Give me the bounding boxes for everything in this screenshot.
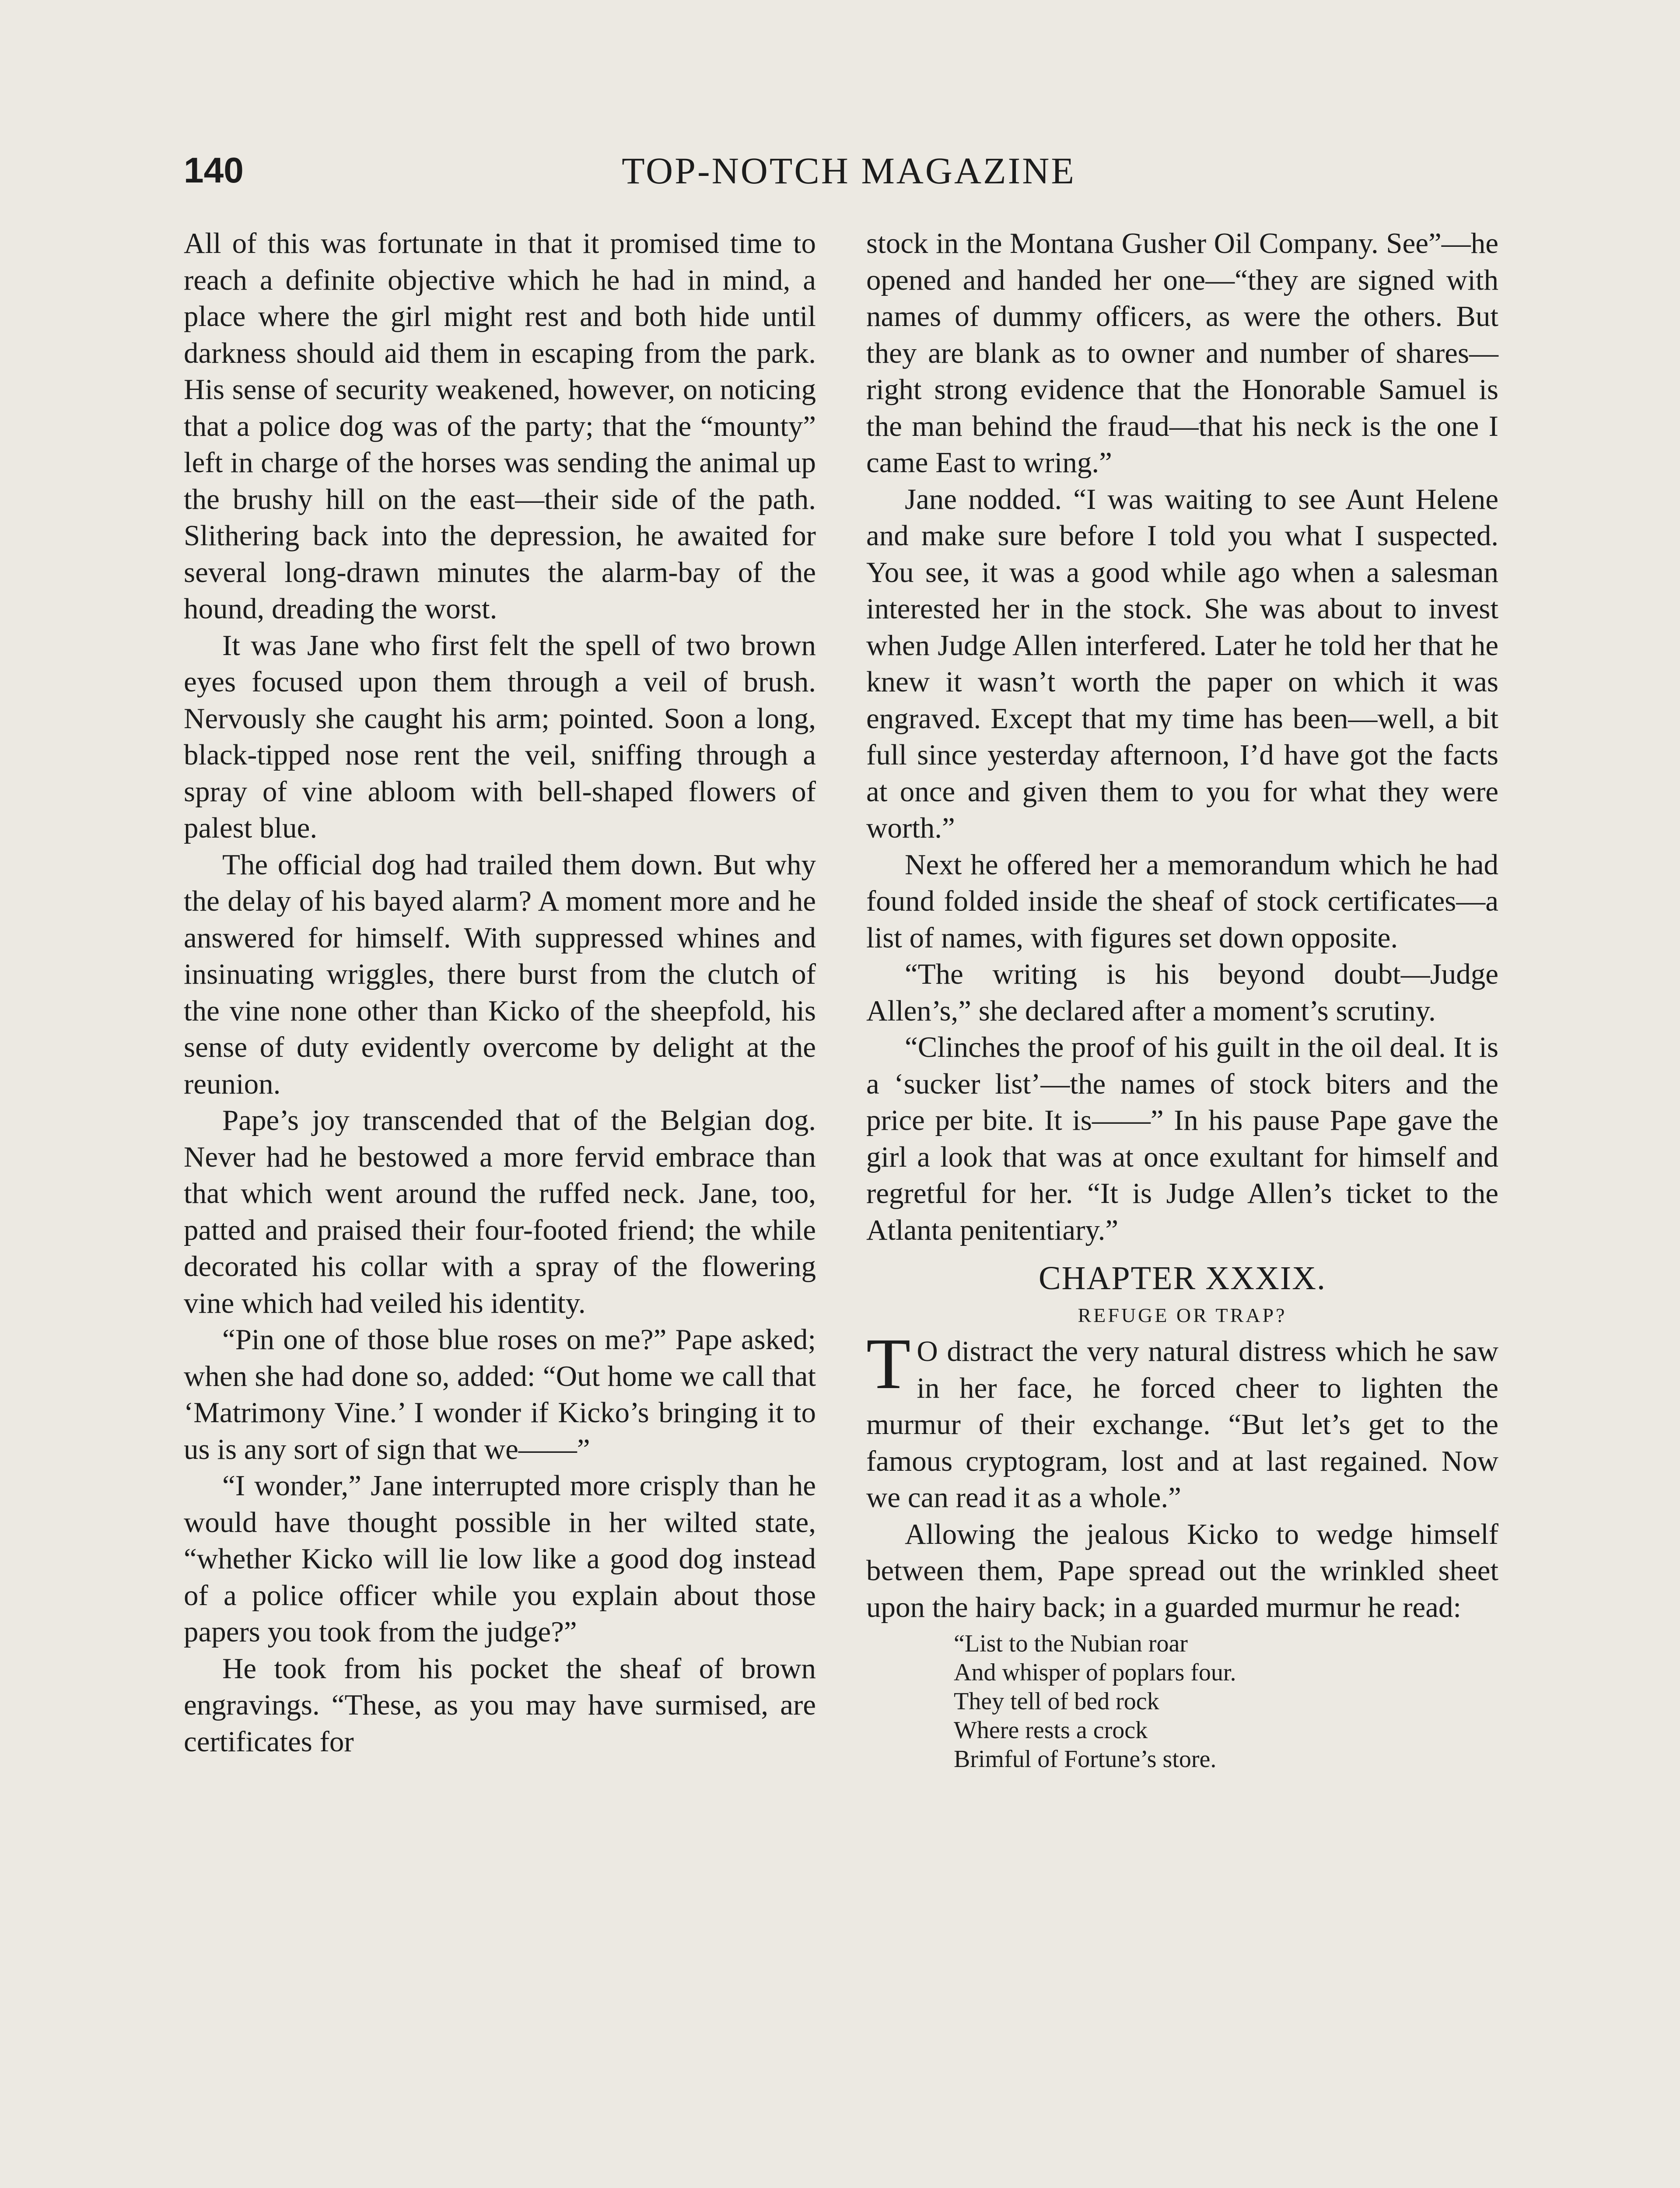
poem-line: Brimful of Fortune’s store. [954,1746,1217,1773]
paragraph: “The writing is his beyond doubt—Judge Allen’s,” she declared after a moment’s scrutiny. [866,958,1498,1027]
chapter-subtitle: REFUGE OR TRAP? [1078,1304,1287,1326]
paragraph: It was Jane who first felt the spell of two brown eyes focused upon them through a veil of brush. Nervously she caught his arm; pointed. Soon a long, black-tipped nose rent the veil, sniffing through a spray of vine abloom with bell-shaped flowers of palest blue. [184,629,816,844]
chapter-title: CHAPTER XXXIX. [1038,1260,1326,1297]
paragraph: All of this was fortunate in that it promised time to reach a definite objective which he had in mind, a place where the girl might rest and both hide until darkness should aid them in escaping from the park. His sense of security weakened, however, on noticing that a police dog was of the party; that the “mounty” left in charge of the horses was sending the animal up the brushy hill on the east—their side of the path. Slithering back into the depression, he awaited for several long-drawn minutes the alarm-bay of the hound, dreading the worst. [184,227,816,625]
paragraph: “Pin one of those blue roses on me?” Pape asked; when she had done so, added: “Out home we call that ‘Matrimony Vine.’ I wonder if Kicko’s bringing it to us is any sort of sign that we——” [184,1323,816,1466]
first-paragraph-text: O distract the very natural distress which he saw in her face, he forced cheer to lighten the murmur of their exchange. “But let’s get to the famous cryptogram, lost and at last regained. Now we can read it as a whole.” [866,1335,1498,1514]
paragraph: Pape’s joy transcended that of the Belgian dog. Never had he bestowed a more fervid embrace than that which went around the ruffed neck. Jane, too, patted and praised their four-footed friend; the while decorated his collar with a spray of the flowering vine which had veiled his identity. [184,1104,816,1319]
paragraph: The official dog had trailed them down. But why the delay of his bayed alarm? A moment more and he answered for himself. With suppressed whines and insinuating wriggles, there burst from the clutch of the vine none other than Kicko of the sheepfold, his sense of duty evidently overcome by delight at the reunion. [184,848,816,1100]
paragraph: stock in the Montana Gusher Oil Company. See”—he opened and handed her one—“they are signed with names of dummy officers, as were the others. But they are blank as to owner and number of shares—right strong evidence that the Honorable Samuel is the man behind the fraud—that his neck is the one I came East to wring.” [866,227,1498,479]
page-number: 140 [184,151,244,190]
paragraph: “Clinches the proof of his guilt in the oil deal. It is a ‘sucker list’—the names of stock biters and the price per bite. It is——” In his pause Pape gave the girl a look that was at once exultant for himself and regretful for her. “It is Judge Allen’s ticket to the Atlanta penitentiary.” [866,1031,1498,1246]
poem [954,1629,1498,1774]
magazine-title: TOP-NOTCH MAGAZINE [622,150,1076,192]
poem-line: Where rests a crock [954,1717,1148,1744]
right-column [866,225,1498,1774]
poem-line: “List to the Nubian roar [954,1630,1188,1657]
chapter-first-paragraph [866,1323,1498,1516]
poem-line: And whisper of poplars four. [954,1659,1236,1686]
poem-line: They tell of bed rock [954,1688,1159,1715]
paragraph: He took from his pocket the sheaf of brown engravings. “These, as you may have surmised, are certificates for [184,1652,816,1758]
paragraph: Next he offered her a memorandum which he had found folded inside the sheaf of stock certificates—a list of names, with figures set down opposite. [866,848,1498,954]
paragraph: Jane nodded. “I was waiting to see Aunt Helene and make sure before I told you what I suspected. You see, it was a good while ago when a salesman interested her in the stock. She was about to invest when Judge Allen interfered. Later he told her that he knew it wasn’t worth the paper on which it was engraved. Except that my time has been—well, a bit full since yesterday afternoon, I’d have got the facts at once and given them to you for what they were worth.” [866,483,1498,844]
left-column [184,225,816,1760]
page-header [184,144,1514,206]
drop-cap: T [866,1323,911,1404]
paragraph: “I wonder,” Jane interrupted more crisply than he would have thought possible in her wilted state, “whether Kicko will lie low like a good dog instead of a police officer while you explain about those papers you took from the judge?” [184,1469,816,1648]
paragraph: Allowing the jealous Kicko to wedge himself between them, Pape spread out the wrinkled sheet upon the hairy back; in a guarded murmur he read: [866,1518,1498,1623]
